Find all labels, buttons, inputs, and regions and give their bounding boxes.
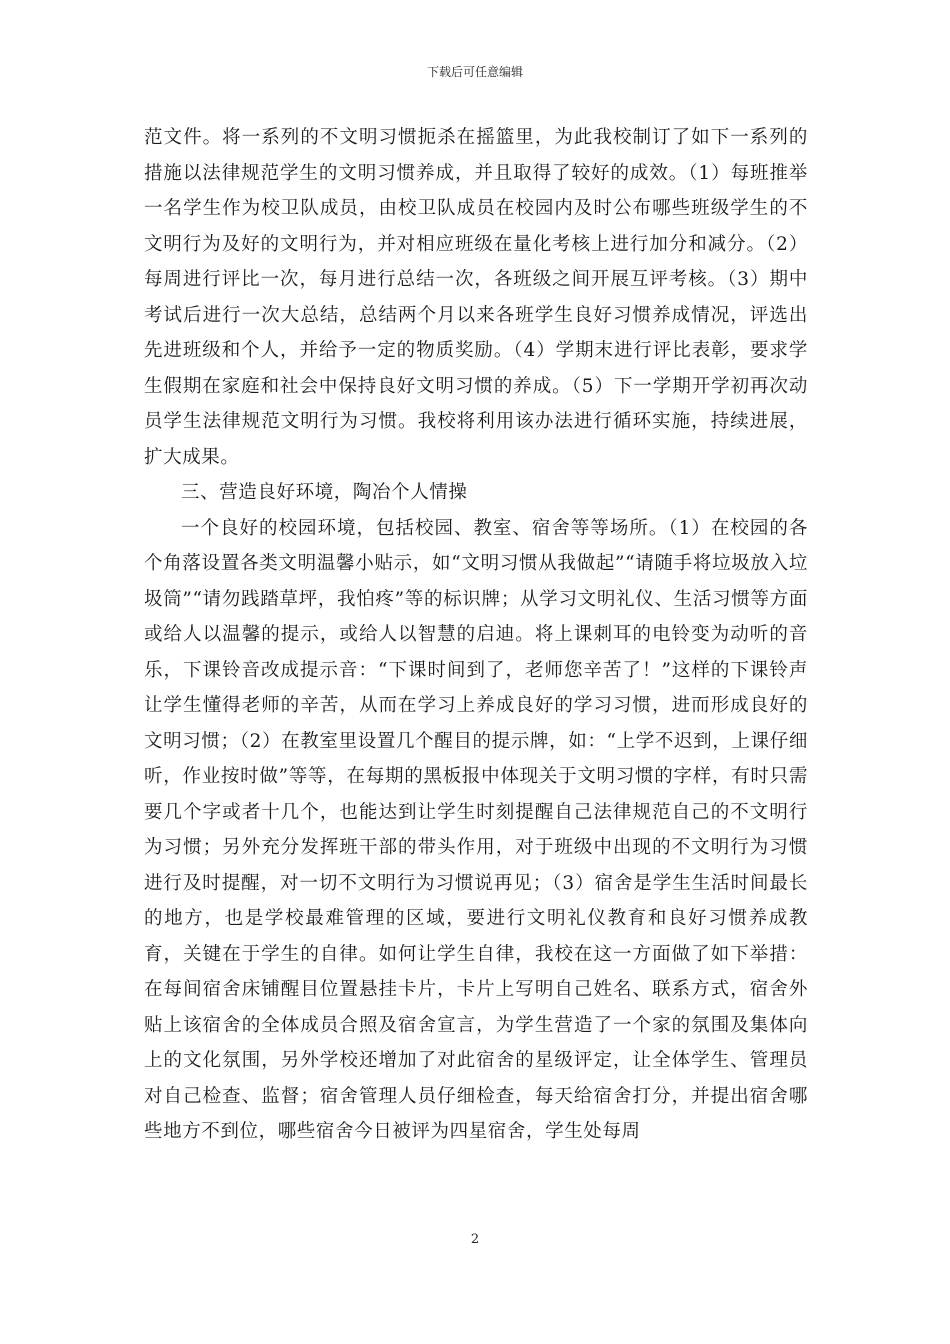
section-heading: 三、营造良好环境，陶冶个人情操 (181, 482, 468, 503)
page-number: 2 (470, 1232, 480, 1247)
paragraph-continued: 范文件。将一系列的不文明习惯扼杀在摇篮里，为此我校制订了如下一系列的措施以法律规范学生的文明习惯养成，并且取得了较好的成效。（1）每班推举一名学生作为校卫队成员，由校卫队成员在校园内及时公布哪些班级学生的不文明行为及好的文明行为，并对相应班级在量化考核上进行加分和减分。（2）每周进行评比一次，每月进行总结一次，各班级之间开展互评考核。（3）期中考试后进行一次大总结，总结两个月以来各班学生良好习惯养成情况，评选出先进班级和个人，并给予一定的物质奖励。（4）学期末进行评比表彰，要求学生假期在家庭和社会中保持良好文明习惯的养成。（5）下一学期开学初再次动员学生法律规范文明行为习惯。我校将利用该办法进行循环实施，持续进展，扩大成果。 (144, 127, 808, 468)
document-body (144, 120, 808, 1150)
page-header: 下载后可任意编辑 (426, 65, 523, 79)
paragraph-environment: 一个良好的校园环境，包括校园、教室、宿舍等等场所。（1）在校园的各个角落设置各类文明温馨小贴示，如“文明习惯从我做起”“请随手将垃圾放入垃圾筒”“请勿践踏草坪，我怕疼”等的标识牌；从学习文明礼仪、生活习惯等方面或给人以温馨的提示，或给人以智慧的启迪。将上课刺耳的电铃变为动听的音乐，下课铃音改成提示音：“下课时间到了，老师您辛苦了！”这样的下课铃声让学生懂得老师的辛苦，从而在学习上养成良好的学习习惯，进而形成良好的文明习惯；（2）在教室里设置几个醒目的提示牌，如：“上学不迟到，上课仔细听，作业按时做”等等，在每期的黑板报中体现关于文明习惯的字样，有时只需要几个字或者十几个，也能达到让学生时刻提醒自己法律规范自己的不文明行为习惯；另外充分发挥班干部的带头作用，对于班级中出现的不文明行为习惯进行及时提醒，对一切不文明行为习惯说再见；（3）宿舍是学生生活时间最长的地方，也是学校最难管理的区域，要进行文明礼仪教育和良好习惯养成教育，关键在于学生的自律。如何让学生自律，我校在这一方面做了如下举措：在每间宿舍床铺醒目位置悬挂卡片，卡片上写明自己姓名、联系方式，宿舍外贴上该宿舍的全体成员合照及宿舍宣言，为学生营造了一个家的氛围及集体向上的文化氛围，另外学校还增加了对此宿舍的星级评定，让全体学生、管理员对自己检查、监督；宿舍管理人员仔细检查，每天给宿舍打分，并提出宿舍哪些地方不到位，哪些宿舍今日被评为四星宿舍，学生处每周 (144, 517, 808, 1142)
